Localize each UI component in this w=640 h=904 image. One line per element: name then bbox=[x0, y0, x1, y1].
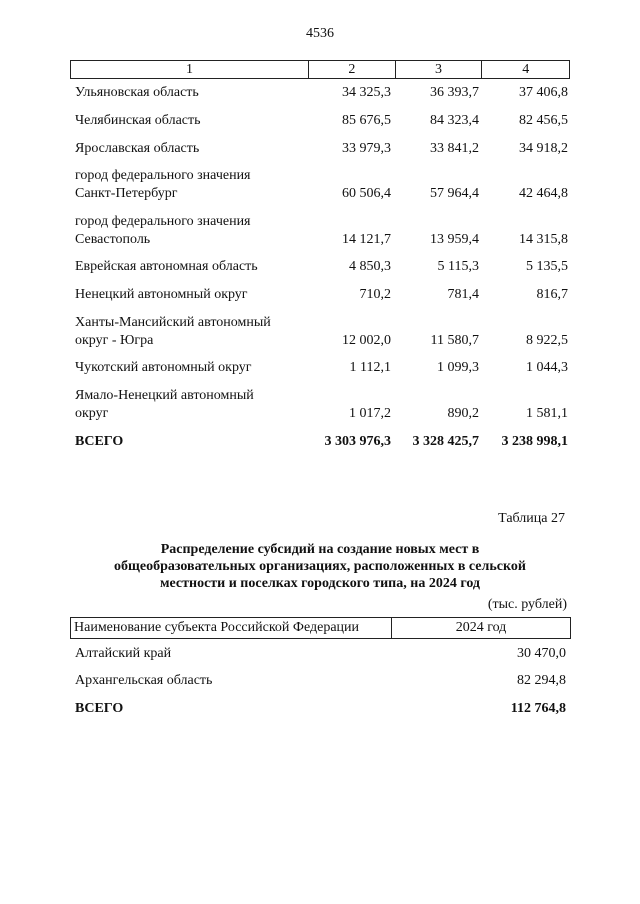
value-col-2: 85 676,5 bbox=[342, 113, 391, 128]
total-row bbox=[70, 433, 570, 451]
table-row bbox=[70, 646, 571, 662]
value-col-2: 14 121,7 bbox=[342, 232, 391, 247]
value-2024: 82 294,8 bbox=[517, 673, 566, 688]
value-col-3: 1 099,3 bbox=[437, 360, 479, 375]
col-2-header: 2 bbox=[308, 61, 395, 78]
value-col-3: 781,4 bbox=[447, 287, 479, 302]
year-column-header: 2024 год bbox=[391, 618, 570, 638]
page-number: 4536 bbox=[306, 26, 334, 41]
col-3-header: 3 bbox=[395, 61, 482, 78]
value-col-2: 33 979,3 bbox=[342, 141, 391, 156]
table-header bbox=[70, 617, 571, 639]
region-name: Ненецкий автономный округ bbox=[75, 287, 248, 302]
region-name: Архангельская область bbox=[75, 673, 213, 688]
subsidy-table-27 bbox=[70, 617, 571, 716]
total-col-3: 3 328 425,7 bbox=[412, 434, 479, 449]
region-name: Еврейская автономная область bbox=[75, 259, 258, 274]
value-col-3: 890,2 bbox=[447, 406, 479, 421]
table-title: Распределение субсидий на создание новых мест в общеобразовательных организациях, расположенных в сельской местности и поселках городского типа, на 2024 год bbox=[114, 542, 526, 591]
value-col-3: 5 115,3 bbox=[437, 259, 479, 274]
table-row bbox=[70, 258, 570, 276]
table-row bbox=[70, 359, 570, 377]
table-row bbox=[70, 140, 570, 158]
value-col-2: 1 112,1 bbox=[349, 360, 391, 375]
value-col-4: 34 918,2 bbox=[519, 141, 568, 156]
value-col-4: 42 464,8 bbox=[519, 186, 568, 201]
col-4-header: 4 bbox=[481, 61, 569, 78]
total-label: ВСЕГО bbox=[75, 701, 124, 716]
table-row bbox=[70, 84, 570, 102]
value-col-2: 710,2 bbox=[359, 287, 391, 302]
table-row bbox=[70, 286, 570, 304]
value-col-4: 37 406,8 bbox=[519, 85, 568, 100]
table-row bbox=[70, 167, 570, 203]
region-name: Чукотский автономный округ bbox=[75, 360, 252, 375]
region-name: город федерального значения Санкт-Петербург bbox=[75, 168, 251, 201]
value-col-3: 57 964,4 bbox=[430, 186, 479, 201]
total-row bbox=[70, 701, 571, 717]
value-col-4: 816,7 bbox=[536, 287, 568, 302]
region-name: Алтайский край bbox=[75, 646, 172, 661]
value-col-3: 11 580,7 bbox=[430, 333, 479, 348]
value-col-4: 1 581,1 bbox=[526, 406, 568, 421]
total-col-2: 3 303 976,3 bbox=[324, 434, 391, 449]
total-label: ВСЕГО bbox=[75, 434, 124, 449]
value-col-2: 4 850,3 bbox=[349, 259, 391, 274]
total-value: 112 764,8 bbox=[510, 701, 566, 716]
value-col-3: 84 323,4 bbox=[430, 113, 479, 128]
table-row bbox=[70, 112, 570, 130]
value-col-4: 5 135,5 bbox=[526, 259, 568, 274]
region-name: город федерального значения Севастополь bbox=[75, 214, 251, 247]
value-col-4: 82 456,5 bbox=[519, 113, 568, 128]
value-col-3: 36 393,7 bbox=[430, 85, 479, 100]
table-row bbox=[70, 314, 570, 350]
table-row bbox=[70, 213, 570, 249]
value-col-4: 1 044,3 bbox=[526, 360, 568, 375]
value-col-2: 12 002,0 bbox=[342, 333, 391, 348]
value-col-3: 33 841,2 bbox=[430, 141, 479, 156]
column-number-header bbox=[70, 60, 570, 79]
table-row bbox=[70, 673, 571, 689]
subsidy-table-continued bbox=[70, 60, 570, 449]
region-name: Ульяновская область bbox=[75, 85, 199, 100]
table-number-label: Таблица 27 bbox=[498, 511, 565, 526]
col-1-header: 1 bbox=[186, 62, 194, 77]
region-name: Ямало-Ненецкий автономный округ bbox=[75, 388, 254, 421]
value-2024: 30 470,0 bbox=[517, 646, 566, 661]
region-column-header: Наименование субъекта Российской Федерации bbox=[74, 620, 360, 635]
table-row bbox=[70, 387, 570, 423]
total-col-4: 3 238 998,1 bbox=[501, 434, 568, 449]
value-col-2: 34 325,3 bbox=[342, 85, 391, 100]
units-label: (тыс. рублей) bbox=[487, 597, 567, 612]
value-col-4: 14 315,8 bbox=[519, 232, 568, 247]
value-col-2: 60 506,4 bbox=[342, 186, 391, 201]
value-col-2: 1 017,2 bbox=[349, 406, 391, 421]
value-col-4: 8 922,5 bbox=[526, 333, 568, 348]
region-name: Ханты-Мансийский автономный округ - Югра bbox=[75, 315, 271, 348]
region-name: Ярославская область bbox=[75, 141, 200, 156]
region-name: Челябинская область bbox=[75, 113, 201, 128]
value-col-3: 13 959,4 bbox=[430, 232, 479, 247]
